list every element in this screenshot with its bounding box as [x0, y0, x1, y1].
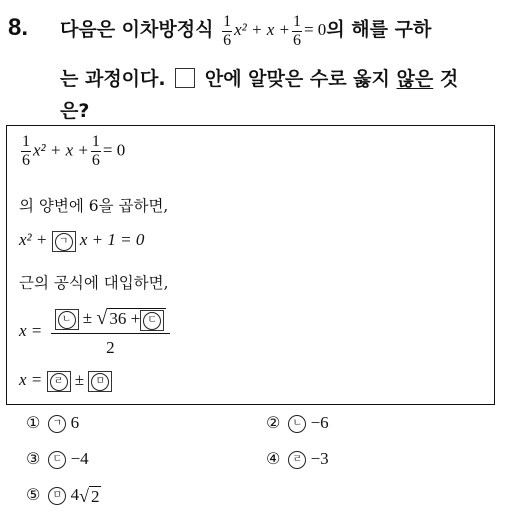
- box-text-multiply: 의 양변에 6을 곱하면,: [19, 197, 169, 215]
- blank-tag-d: ㄹ: [47, 371, 71, 392]
- fraction-one-sixth: $\frac{1}{6}$: [223, 13, 232, 49]
- box-equation-1: $\frac{1}{6}$ x² + x + $\frac{1}{6}$ = 0: [22, 133, 126, 169]
- question-text-a: 다음은 이차방정식: [60, 18, 214, 41]
- question-line-3: 은?: [60, 100, 90, 122]
- question-text-c: 는 과정이다.: [60, 68, 166, 90]
- option-5[interactable]: ⑤ ㅁ 4√ 2: [26, 485, 100, 506]
- blank-tag-e: ㅁ: [88, 371, 112, 392]
- question-number: 8.: [8, 14, 29, 41]
- blank-box-icon: [175, 68, 195, 88]
- box-equation-3: x = $\frac{\text{ㄴ ± √ 36 + ㄷ}}{2}$: [19, 306, 172, 356]
- blank-tag-b: ㄴ: [55, 309, 79, 330]
- square-root: √ 36 + ㄷ: [96, 308, 166, 331]
- question-text-b: 의 해를 구하: [326, 18, 432, 41]
- option-2[interactable]: ② ㄴ −6: [266, 413, 329, 432]
- blank-tag-c: ㄷ: [140, 310, 164, 331]
- equation-end: = 0: [303, 20, 327, 40]
- box-equation-4: x = ㄹ ± ㅁ: [19, 370, 112, 392]
- fraction-one-sixth-2: $\frac{1}{6}$: [292, 13, 301, 49]
- underlined-word: 않은: [396, 68, 434, 90]
- box-text-formula: 근의 공식에 대입하면,: [19, 274, 169, 292]
- option-4[interactable]: ④ ㄹ −3: [266, 449, 329, 468]
- option-1[interactable]: ① ㄱ 6: [26, 413, 80, 432]
- solution-box: [6, 125, 495, 405]
- question-text-d: 안에 알맞은 수로 옳지: [204, 68, 390, 90]
- box-equation-2: x² + ㄱ x + 1 = 0: [19, 230, 144, 252]
- option-3[interactable]: ③ ㄷ −4: [26, 449, 89, 468]
- question-line-2: [60, 64, 458, 91]
- question-text-e: 것: [439, 68, 459, 90]
- equation-middle: x² + x +: [234, 20, 290, 40]
- question-line-1: [60, 14, 431, 49]
- blank-tag-a: ㄱ: [52, 231, 76, 252]
